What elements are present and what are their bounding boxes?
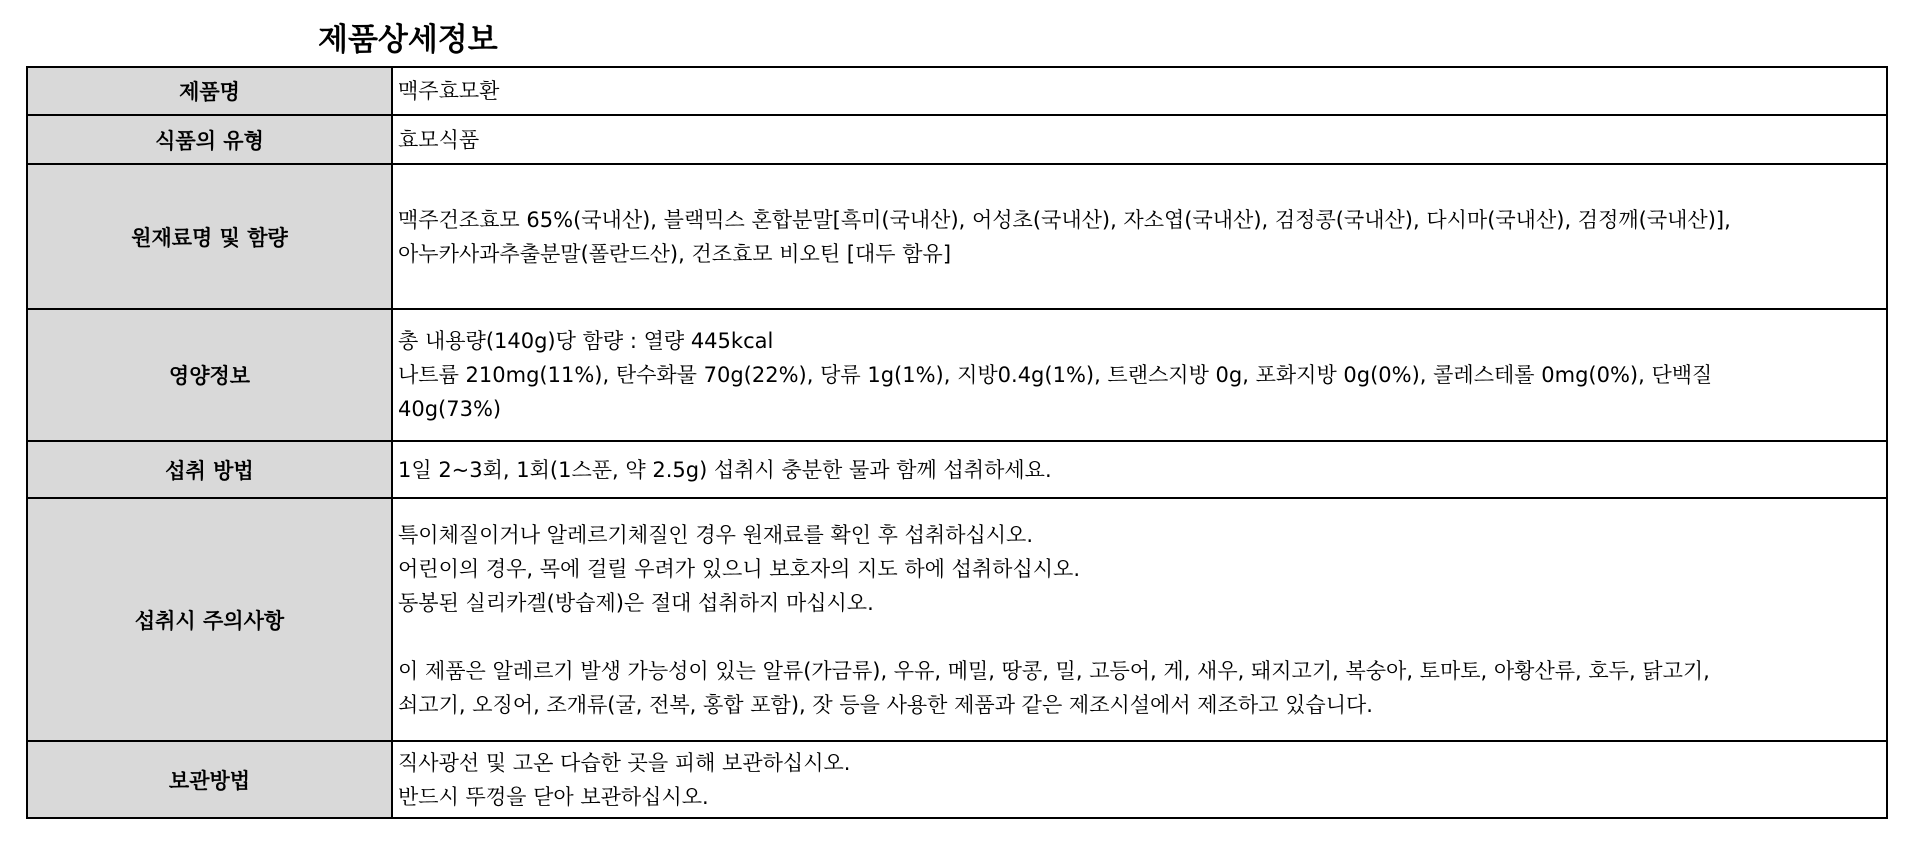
value-line: 40g(73%) (398, 397, 502, 421)
table-row-product-name (27, 67, 1887, 115)
value-line: 맥주건조효모 65%(국내산), 블랙믹스 혼합분말[흑미(국내산), 어성초(국내산), 자소엽(국내산), 검정콩(국내산), 다시마(국내산), 검정깨(국내산)], (398, 207, 1731, 232)
row-value (392, 115, 1887, 164)
row-value (392, 441, 1887, 498)
value-line: 어린이의 경우, 목에 걸릴 우려가 있으니 보호자의 지도 하에 섭취하십시오. (398, 556, 1081, 581)
value-line: 총 내용량(140g)당 함량 : 열량 445kcal (398, 329, 774, 353)
row-label: 원재료명 및 함량 (27, 164, 392, 309)
row-label: 섭취시 주의사항 (27, 498, 392, 741)
row-value (392, 741, 1887, 818)
row-value (392, 67, 1887, 115)
row-value (392, 309, 1887, 441)
row-label: 제품명 (27, 67, 392, 115)
table-row-nutrition (27, 309, 1887, 441)
value-line: 직사광선 및 고온 다습한 곳을 피해 보관하십시오. (398, 750, 851, 775)
value-line: 나트륨 210mg(11%), 탄수화물 70g(22%), 당류 1g(1%), 지방0.4g(1%), 트랜스지방 0g, 포화지방 0g(0%), 콜레스테롤 0mg(0%), 단백질 (398, 363, 1713, 387)
row-label: 섭취 방법 (27, 441, 392, 498)
table-row-intake-method (27, 441, 1887, 498)
page-title: 제품상세정보 (318, 22, 498, 58)
value-line: 아누카사과추출분말(폴란드산), 건조효모 비오틴 [대두 함유] (398, 241, 952, 266)
table-row-storage (27, 741, 1887, 818)
row-value (392, 498, 1887, 741)
row-label: 영양정보 (27, 309, 392, 441)
paragraph-gap (398, 620, 1878, 654)
row-label: 보관방법 (27, 741, 392, 818)
value-line: 특이체질이거나 알레르기체질인 경우 원재료를 확인 후 섭취하십시오. (398, 522, 1034, 547)
product-detail-table (26, 66, 1888, 819)
table-row-food-type (27, 115, 1887, 164)
value-line: 맥주효모환 (398, 79, 500, 103)
value-line: 동봉된 실리카겔(방습제)은 절대 섭취하지 마십시오. (398, 590, 874, 615)
value-line: 1일 2~3회, 1회(1스푼, 약 2.5g) 섭취시 충분한 물과 함께 섭취하세요. (398, 457, 1052, 482)
value-line: 효모식품 (398, 127, 480, 152)
value-line: 반드시 뚜껑을 닫아 보관하십시오. (398, 784, 709, 809)
row-label: 식품의 유형 (27, 115, 392, 164)
row-value (392, 164, 1887, 309)
value-line: 이 제품은 알레르기 발생 가능성이 있는 알류(가금류), 우유, 메밀, 땅콩, 밀, 고등어, 게, 새우, 돼지고기, 복숭아, 토마토, 아황산류, 호두, 닭고기, (398, 658, 1710, 683)
value-line: 쇠고기, 오징어, 조개류(굴, 전복, 홍합 포함), 잣 등을 사용한 제품과 같은 제조시설에서 제조하고 있습니다. (398, 692, 1373, 717)
table-row-ingredients (27, 164, 1887, 309)
table-row-precautions (27, 498, 1887, 741)
